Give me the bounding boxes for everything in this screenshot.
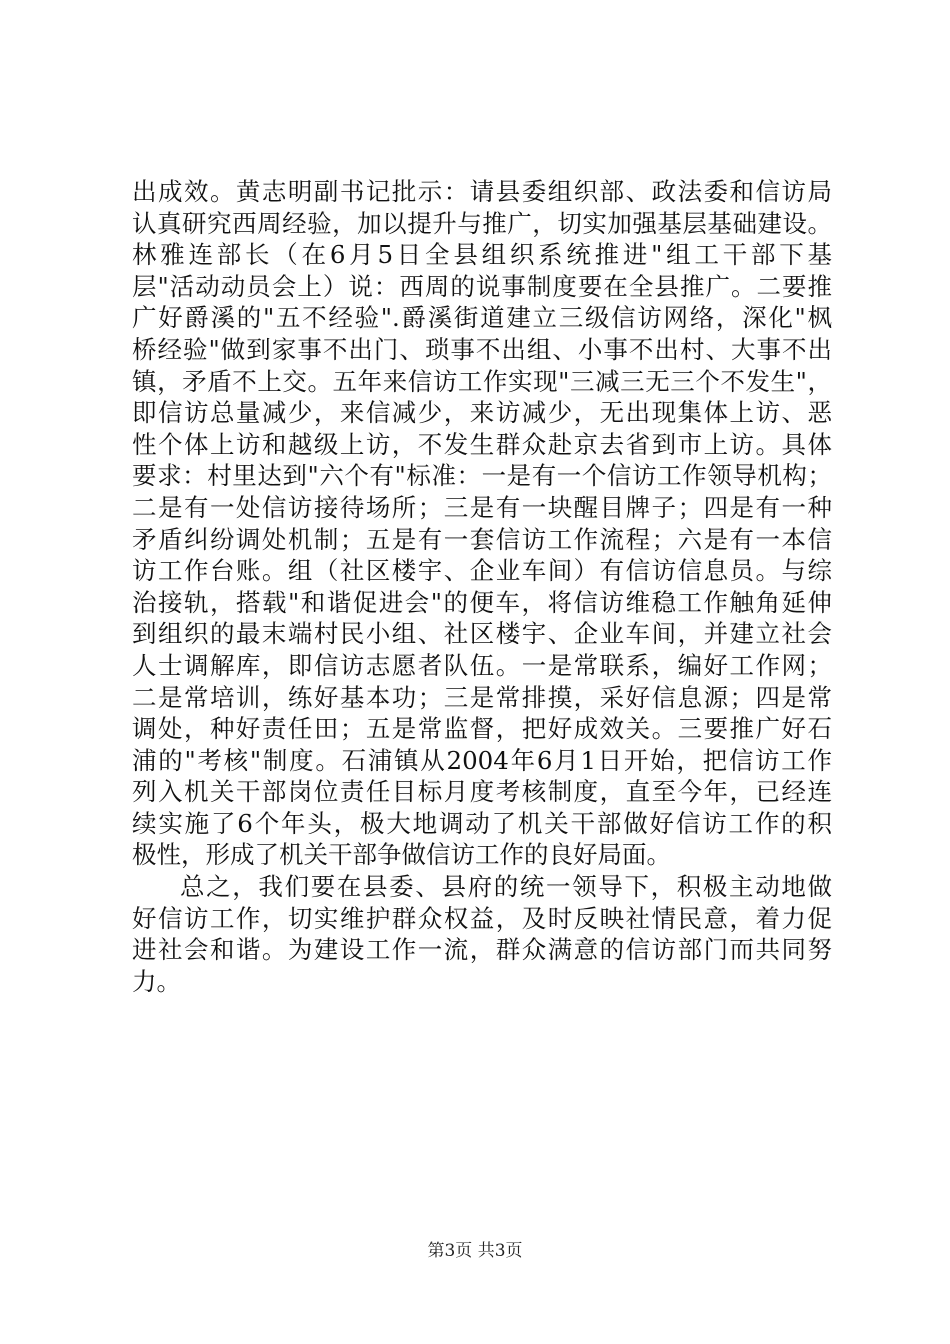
text-line: 好信访工作，切实维护群众权益，及时反映社情民意，着力促 xyxy=(132,903,832,933)
text-line: 进社会和谐。为建设工作一流，群众满意的信访部门而共同努 xyxy=(132,935,832,965)
text-line: 总之，我们要在县委、县府的统一领导下，积极主动地做 xyxy=(180,872,832,902)
text-line: 访工作台账。组（社区楼宇、企业车间）有信访信息员。与综 xyxy=(132,556,832,586)
text-line: 镇，矛盾不上交。五年来信访工作实现"三减三无三个不发生"， xyxy=(132,366,832,396)
text-line: 桥经验"做到家事不出门、琐事不出组、小事不出村、大事不出 xyxy=(132,334,832,364)
text-line: 矛盾纠纷调处机制；五是有一套信访工作流程；六是有一本信 xyxy=(132,524,832,554)
text-line: 二是常培训，练好基本功；三是常排摸，采好信息源；四是常 xyxy=(132,682,832,712)
text-line: 浦的"考核"制度。石浦镇从2004年6月1日开始，把信访工作 xyxy=(132,745,832,775)
text-line: 力。 xyxy=(132,966,181,996)
text-line: 调处，种好责任田；五是常监督，把好成效关。三要推广好石 xyxy=(132,714,832,744)
text-line: 林雅连部长（在6月5日全县组织系统推进"组工干部下基 xyxy=(132,240,832,270)
text-line: 层"活动动员会上）说：西周的说事制度要在全县推广。二要推 xyxy=(132,271,832,301)
text-line: 认真研究西周经验，加以提升与推广，切实加强基层基础建设。 xyxy=(132,208,832,238)
text-line: 广好爵溪的"五不经验".爵溪街道建立三级信访网络，深化"枫 xyxy=(132,303,832,333)
text-line: 人士调解库，即信访志愿者队伍。一是常联系，编好工作网； xyxy=(132,650,832,680)
text-line: 续实施了6个年头，极大地调动了机关干部做好信访工作的积 xyxy=(132,808,832,838)
text-line: 极性，形成了机关干部争做信访工作的良好局面。 xyxy=(132,840,671,870)
text-line: 要求：村里达到"六个有"标准：一是有一个信访工作领导机构； xyxy=(132,461,832,491)
body-text xyxy=(132,176,832,997)
text-line: 出成效。黄志明副书记批示：请县委组织部、政法委和信访局 xyxy=(132,177,832,206)
text-line: 列入机关干部岗位责任目标月度考核制度，直至今年，已经连 xyxy=(132,777,832,807)
text-line: 即信访总量减少，来信减少，来访减少，无出现集体上访、恶 xyxy=(132,398,832,428)
page-footer: 第3页 共3页 xyxy=(427,1241,523,1261)
text-line: 二是有一处信访接待场所；三是有一块醒目牌子；四是有一种 xyxy=(132,492,832,522)
text-line: 到组织的最末端村民小组、社区楼宇、企业车间，并建立社会 xyxy=(132,619,832,649)
text-line: 性个体上访和越级上访，不发生群众赴京去省到市上访。具体 xyxy=(132,429,832,459)
text-line: 治接轨，搭载"和谐促进会"的便车，将信访维稳工作触角延伸 xyxy=(132,587,832,617)
